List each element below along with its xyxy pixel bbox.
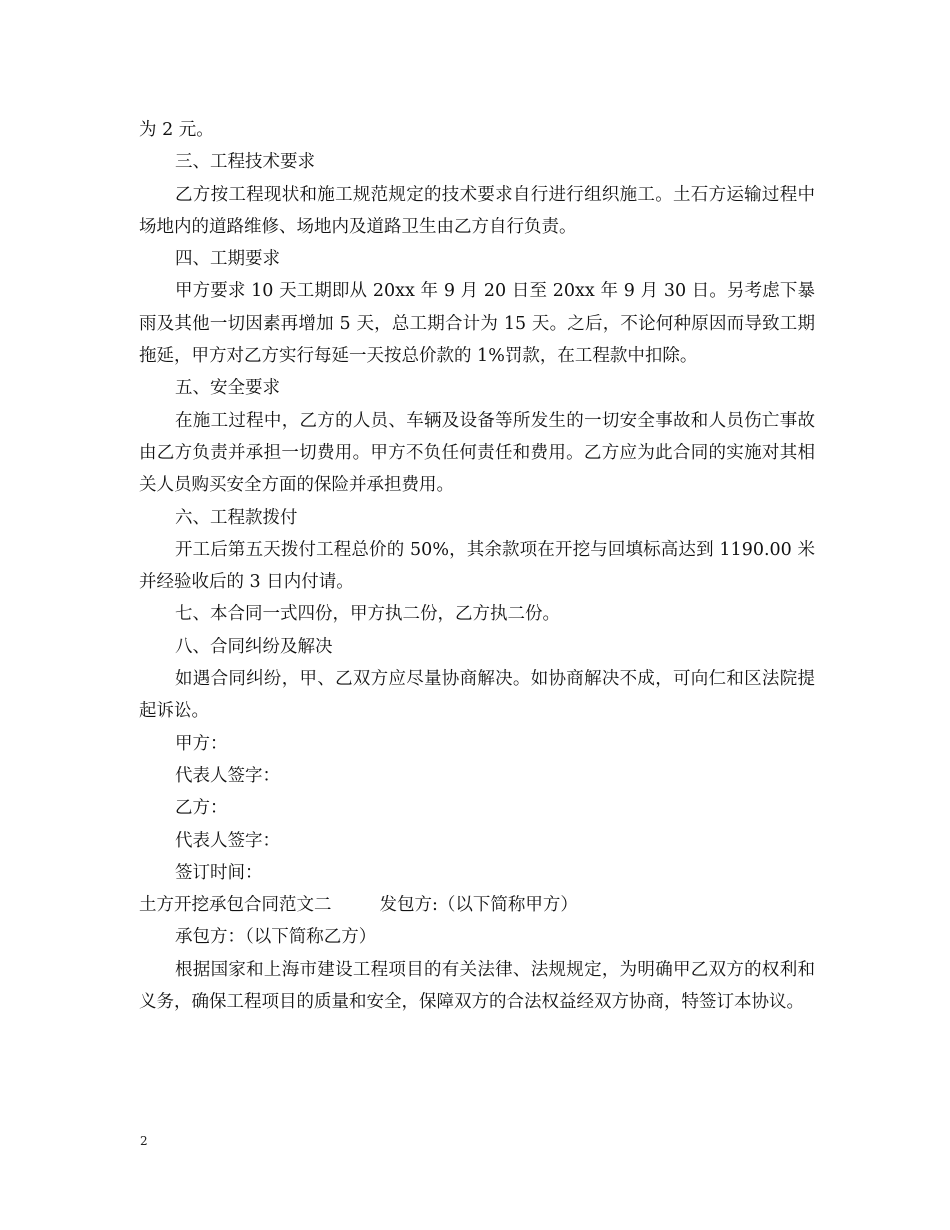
signing-date-label: 签订时间： bbox=[175, 862, 263, 883]
paragraph-schedule: 甲方要求 10 天工期即从 20xx 年 9 月 20 日至 20xx 年 9 月 30 日。另考虑下暴雨及其他一切因素再增加 5 天，总工期合计为 15 天。之后，不论何种原因而导致工期拖延，甲方对乙方实行每延一天按总价款的 1%罚款，在工程款中扣除。 bbox=[139, 281, 815, 367]
sample-two-intro: 根据国家和上海市建设工程项目的有关法律、法规规定，为明确甲乙双方的权利和义务，确保工程项目的质量和安全，保障双方的合法权益经双方协商，特签订本协议。 bbox=[139, 959, 815, 1013]
sample-two-title: 土方开挖承包合同范文二 bbox=[139, 895, 332, 916]
paragraph-technical: 乙方按工程现状和施工规范规定的技术要求自行进行组织施工。土石方运输过程中场地内的道路维修、场地内及道路卫生由乙方自行负责。 bbox=[139, 184, 815, 237]
party-a-label: 甲方： bbox=[175, 733, 228, 754]
section-heading-schedule: 四、工期要求 bbox=[175, 249, 280, 270]
section-heading-copies: 七、本合同一式四份，甲方执二份，乙方执二份。 bbox=[175, 604, 560, 625]
document-body bbox=[139, 114, 815, 1018]
party-b-label: 乙方： bbox=[175, 798, 228, 819]
sample-two-contractor: 承包方：（以下简称乙方） bbox=[175, 927, 377, 948]
section-heading-payment: 六、工程款拨付 bbox=[175, 507, 298, 528]
sample-two-issuer: 发包方:（以下简称甲方） bbox=[379, 895, 578, 916]
representative-signature-b: 代表人签字： bbox=[175, 830, 280, 851]
representative-signature-a: 代表人签字： bbox=[175, 765, 280, 786]
paragraph-price-tail: 为 2 元。 bbox=[139, 120, 214, 140]
sample-two-header-line bbox=[139, 889, 815, 921]
paragraph-disputes: 如遇合同纠纷，甲、乙双方应尽量协商解决。如协商解决不成，可向仁和区法院提起诉讼。 bbox=[139, 669, 815, 722]
section-heading-safety: 五、安全要求 bbox=[175, 378, 280, 399]
section-heading-technical: 三、工程技术要求 bbox=[175, 152, 315, 173]
paragraph-payment: 开工后第五天拨付工程总价的 50%，其余款项在开挖与回填标高达到 1190.00 米并经验收后的 3 日内付请。 bbox=[139, 539, 815, 593]
section-heading-disputes: 八、合同纠纷及解决 bbox=[175, 636, 333, 657]
paragraph-safety: 在施工过程中，乙方的人员、车辆及设备等所发生的一切安全事故和人员伤亡事故由乙方负责并承担一切费用。甲方不负任何责任和费用。乙方应为此合同的实施对其相关人员购买安全方面的保险并承担费用。 bbox=[139, 410, 815, 496]
page-number: 2 bbox=[140, 1134, 148, 1148]
